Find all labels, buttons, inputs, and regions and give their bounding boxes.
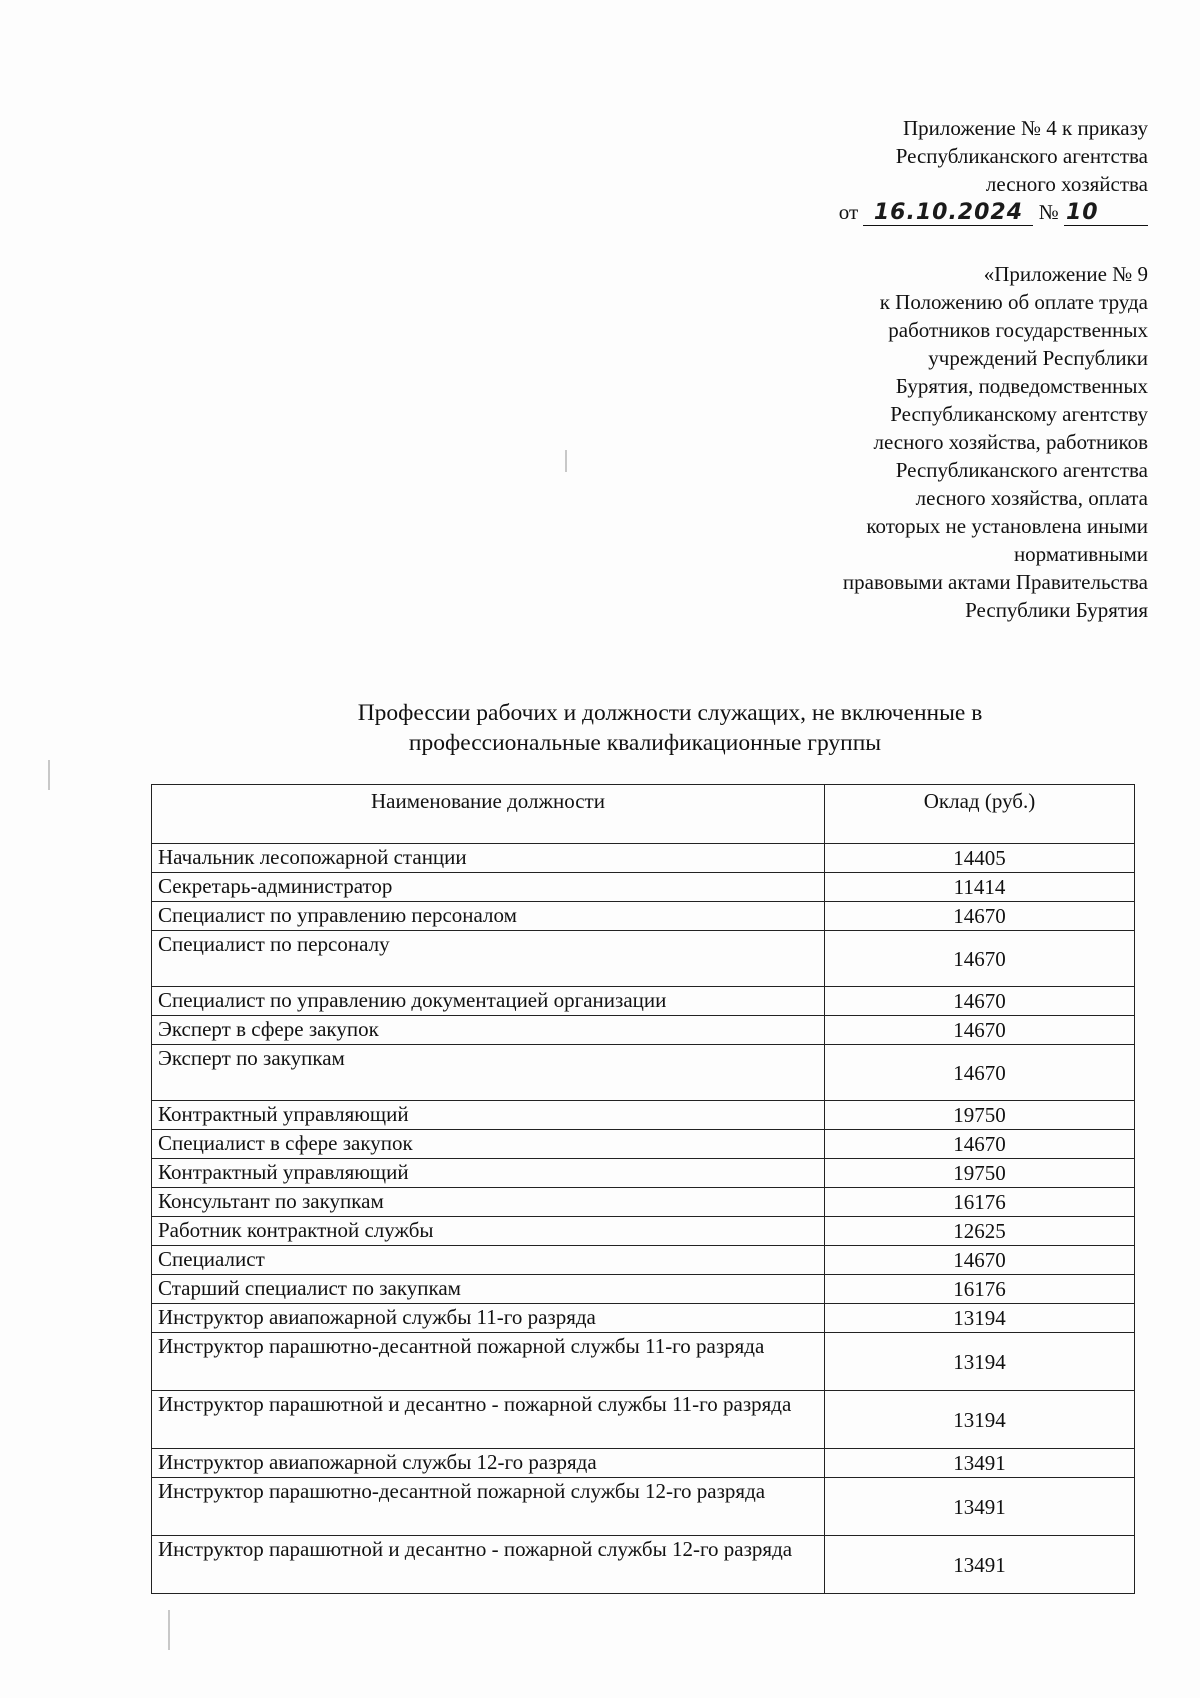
salary-table — [151, 784, 1135, 1594]
position-name: Инструктор парашютной и десантно - пожарной службы 12-го разряда — [152, 1536, 825, 1594]
salary-value: 19750 — [825, 1101, 1135, 1130]
salary-value: 13194 — [825, 1304, 1135, 1333]
document-title — [0, 698, 1200, 758]
table-row — [152, 931, 1135, 987]
scan-artifact — [48, 760, 50, 790]
appendix-4-header — [839, 114, 1148, 226]
scan-artifact — [565, 450, 567, 472]
table-row — [152, 1159, 1135, 1188]
position-name: Инструктор парашютно-десантной пожарной службы 11-го разряда — [152, 1333, 825, 1391]
position-name: Специалист по управлению персоналом — [152, 902, 825, 931]
salary-value: 19750 — [825, 1159, 1135, 1188]
table-row — [152, 1391, 1135, 1449]
position-name: Работник контрактной службы — [152, 1217, 825, 1246]
position-name: Специалист по персоналу — [152, 931, 825, 987]
table-row — [152, 1449, 1135, 1478]
salary-value: 14670 — [825, 1130, 1135, 1159]
table-row — [152, 1188, 1135, 1217]
salary-value: 11414 — [825, 873, 1135, 902]
position-name: Начальник лесопожарной станции — [152, 844, 825, 873]
number-label: № — [1038, 200, 1059, 224]
from-label: от — [838, 200, 859, 224]
salary-value: 14670 — [825, 902, 1135, 931]
salary-value: 14670 — [825, 1045, 1135, 1101]
appendix-9-line: учреждений Республики — [928, 346, 1148, 370]
appendix-9-line: правовыми актами Правительства — [842, 570, 1148, 594]
table-row — [152, 1536, 1135, 1594]
position-name: Контрактный управляющий — [152, 1101, 825, 1130]
table-header-row — [152, 785, 1135, 844]
salary-value: 13491 — [825, 1478, 1135, 1536]
salary-value: 16176 — [825, 1188, 1135, 1217]
table-row — [152, 1101, 1135, 1130]
position-name: Инструктор авиапожарной службы 11-го разряда — [152, 1304, 825, 1333]
position-name: Специалист в сфере закупок — [152, 1130, 825, 1159]
salary-value: 16176 — [825, 1275, 1135, 1304]
appendix-9-line: нормативными — [1013, 542, 1148, 566]
table-row — [152, 1478, 1135, 1536]
table-row — [152, 1275, 1135, 1304]
title-line-2: профессиональные квалификационные группы — [408, 730, 882, 756]
position-name: Специалист по управлению документацией организации — [152, 987, 825, 1016]
table-row — [152, 1217, 1135, 1246]
appendix-9-line: лесного хозяйства, работников — [873, 430, 1148, 454]
table-row — [152, 1304, 1135, 1333]
salary-value: 13491 — [825, 1449, 1135, 1478]
appendix-4-line-2: Республиканского агентства — [895, 144, 1148, 168]
order-date-number-line — [839, 198, 1148, 226]
title-line-1: Профессии рабочих и должности служащих, не включенные в — [357, 700, 983, 726]
scan-artifact — [168, 1610, 170, 1650]
appendix-4-line-1: Приложение № 4 к приказу — [903, 116, 1148, 140]
appendix-9-line: работников государственных — [888, 318, 1148, 342]
position-name: Инструктор парашютно-десантной пожарной службы 12-го разряда — [152, 1478, 825, 1536]
position-name: Эксперт в сфере закупок — [152, 1016, 825, 1045]
position-name: Контрактный управляющий — [152, 1159, 825, 1188]
appendix-9-line: лесного хозяйства, оплата — [915, 486, 1148, 510]
appendix-9-line: Республики Бурятия — [965, 598, 1148, 622]
salary-value: 12625 — [825, 1217, 1135, 1246]
table-row — [152, 1130, 1135, 1159]
salary-value: 14670 — [825, 1016, 1135, 1045]
appendix-9-line: Республиканского агентства — [895, 458, 1148, 482]
salary-value: 14405 — [825, 844, 1135, 873]
table-row — [152, 844, 1135, 873]
table-row — [152, 902, 1135, 931]
header-salary: Оклад (руб.) — [825, 785, 1135, 844]
salary-value: 13194 — [825, 1333, 1135, 1391]
salary-value: 13194 — [825, 1391, 1135, 1449]
appendix-4-line-3: лесного хозяйства — [985, 172, 1148, 196]
position-name: Специалист — [152, 1246, 825, 1275]
table-row — [152, 873, 1135, 902]
table-row — [152, 987, 1135, 1016]
appendix-9-line: Республиканскому агентству — [890, 402, 1148, 426]
position-name: Старший специалист по закупкам — [152, 1275, 825, 1304]
salary-value: 13491 — [825, 1536, 1135, 1594]
salary-value: 14670 — [825, 931, 1135, 987]
table-row — [152, 1045, 1135, 1101]
position-name: Инструктор авиапожарной службы 12-го разряда — [152, 1449, 825, 1478]
appendix-9-line: которых не установлена иными — [866, 514, 1148, 538]
position-name: Консультант по закупкам — [152, 1188, 825, 1217]
appendix-9-line: к Положению об оплате труда — [879, 290, 1148, 314]
table-row — [152, 1246, 1135, 1275]
position-name: Инструктор парашютной и десантно - пожарной службы 11-го разряда — [152, 1391, 825, 1449]
handwritten-number: 10 — [1064, 201, 1148, 226]
handwritten-date: 16.10.2024 — [863, 201, 1033, 226]
appendix-9-header — [843, 260, 1148, 624]
table-row — [152, 1016, 1135, 1045]
header-position-name: Наименование должности — [152, 785, 825, 844]
table-row — [152, 1333, 1135, 1391]
salary-value: 14670 — [825, 1246, 1135, 1275]
position-name: Секретарь-администратор — [152, 873, 825, 902]
appendix-9-line: «Приложение № 9 — [983, 262, 1148, 286]
appendix-9-line: Бурятия, подведомственных — [895, 374, 1148, 398]
position-name: Эксперт по закупкам — [152, 1045, 825, 1101]
salary-value: 14670 — [825, 987, 1135, 1016]
